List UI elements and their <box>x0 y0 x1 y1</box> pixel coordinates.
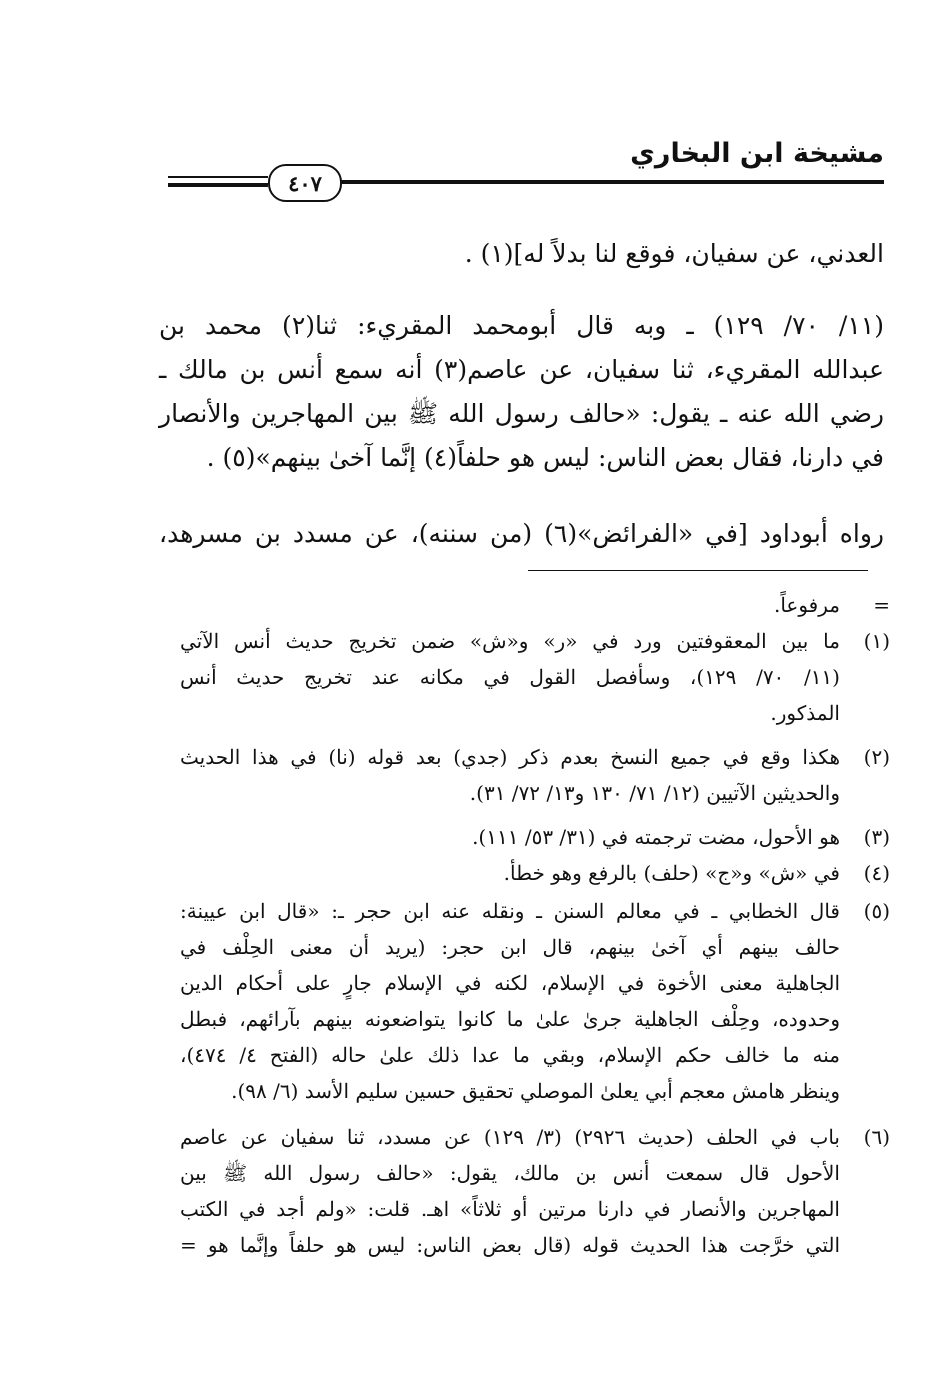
footnote-number: (١) <box>863 629 890 653</box>
footnote-line: حالف بينهم أي آخىٰ بينهم، قال ابن حجر: (يريد أن معنى الحِلْف في <box>180 935 840 959</box>
footnote-line: هكذا وقع في جميع النسخ بعدم ذكر (جدي) بعد قوله (نا) في هذا الحديث <box>180 745 840 769</box>
running-title: مشيخة ابن البخاري <box>630 138 884 169</box>
footnote-line: وينظر هامش معجم أبي يعلىٰ الموصلي تحقيق حسين سليم الأسد (٦/ ٩٨). <box>231 1079 840 1103</box>
header-rule-left-bottom <box>168 183 268 187</box>
text-line: عبدالله المقريء، ثنا سفيان، عن عاصم(٣) أنه سمع أنس بن مالك ـ <box>159 355 885 384</box>
footnote-line: (١١/ ٧٠/ ١٢٩)، وسأفصل القول في مكانه عند تخريج حديث أنس <box>180 665 840 689</box>
footnote-number: (٢) <box>863 745 890 769</box>
footnote-line: الأحول قال سمعت أنس بن مالك، يقول: «حالف رسول الله ﷺ بين <box>180 1161 840 1185</box>
footnote-line: مرفوعاً. <box>773 593 840 617</box>
footnote-divider <box>528 570 868 571</box>
footnote-number: (٥) <box>863 899 890 923</box>
page-number: ٤٠٧ <box>268 164 342 202</box>
footnote-line: التي خرَّجت هذا الحديث قوله (قال بعض الناس: ليس هو حلفاً وإنَّما هو = <box>180 1233 840 1257</box>
header-rule-thick <box>340 180 884 184</box>
text-line: رواه أبوداود [في «الفرائض»(٦) (من سننه)، عن مسدد بن مسرهد، <box>159 519 884 548</box>
text-line: (١١/ ٧٠/ ١٢٩) ـ وبه قال أبومحمد المقريء: ثنا(٢) محمد بن <box>159 311 884 340</box>
text-line: رضي الله عنه ـ يقول: «حالف رسول الله ﷺ بين المهاجرين والأنصار <box>159 399 884 428</box>
footnote-line: هو الأحول، مضت ترجمته في (٣١/ ٥٣/ ١١١). <box>472 825 840 849</box>
text-line: في دارنا، فقال بعض الناس: ليس هو حلفاً(٤) إنَّما آخىٰ بينهم»(٥) . <box>206 443 884 472</box>
footnote-line: في «ش» و«ج» (حلف) بالرفع وهو خطأ. <box>503 861 840 885</box>
footnote-line: الجاهلية معنى الأخوة في الإسلام، لكنه في الإسلام جارٍ على أحكام الدين <box>180 971 840 995</box>
continuation-marker: = <box>873 593 890 617</box>
text-line: العدني، عن سفيان، فوقع لنا بدلاً له](١) . <box>464 239 884 268</box>
footnote-line: والحديثين الآتيين (١٢/ ٧١/ ١٣٠ و١٣/ ٧٢/ ٣١). <box>469 781 840 805</box>
footnote-line: ما بين المعقوفتين ورد في «ر» و«ش» ضمن تخريج حديث أنس الآتي <box>180 629 840 653</box>
footnote-line: المهاجرين والأنصار في دارنا مرتين أو ثلاثاً» اهـ. قلت: «ولم أجد في الكتب <box>180 1197 840 1221</box>
footnote-line: منه ما خالف حكم الإسلام، وبقي ما عدا ذلك علىٰ حاله (الفتح ٤/ ٤٧٤)، <box>180 1043 840 1067</box>
footnote-line: وحدوده، وحِلْف الجاهلية جرىٰ علىٰ ما كانوا يتواضعونه بينهم بآرائهم، فبطل <box>180 1007 840 1031</box>
footnote-line: قال الخطابي ـ في معالم السنن ـ ونقله عنه ابن حجر ـ: «قال ابن عيينة: <box>180 899 840 923</box>
footnote-line: باب في الحلف (حديث ٢٩٢٦) (٣/ ١٢٩) عن مسدد، ثنا سفيان عن عاصم <box>180 1125 840 1149</box>
footnote-number: (٣) <box>863 825 890 849</box>
footnote-number: (٦) <box>863 1125 890 1149</box>
header-rule-left-top <box>168 176 268 178</box>
footnote-number: (٤) <box>863 861 890 885</box>
footnote-line: المذكور. <box>770 701 840 725</box>
